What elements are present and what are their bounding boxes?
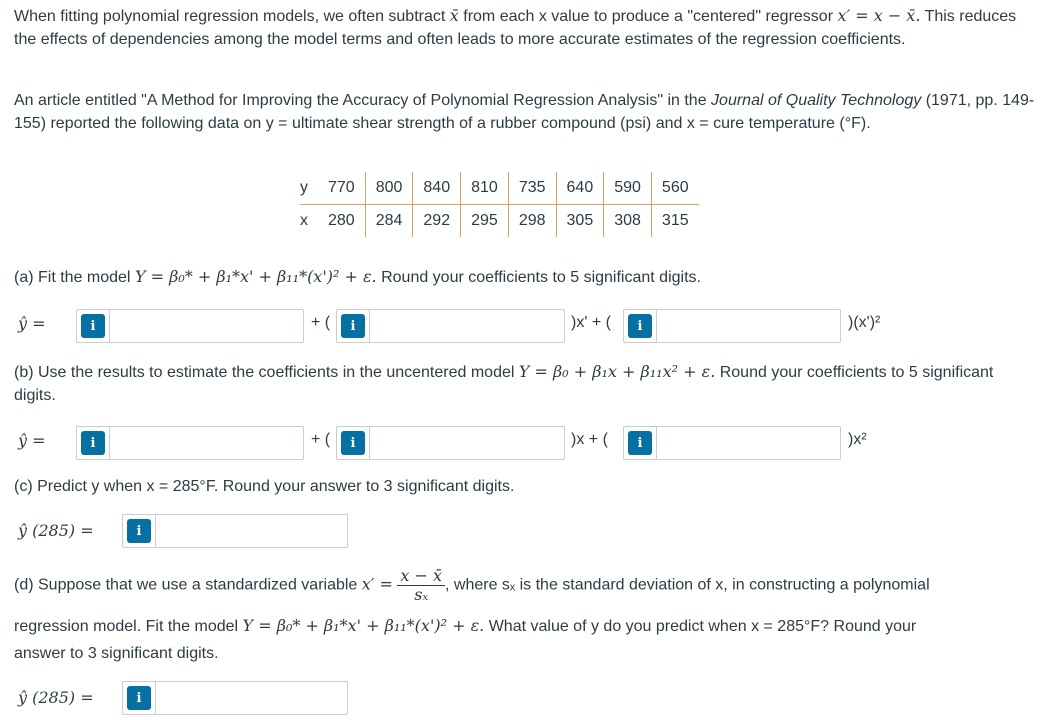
- table-cell: 298: [508, 205, 556, 238]
- fraction-numerator: x − x̄: [397, 567, 445, 586]
- answer-b-quadratic-field[interactable]: [623, 426, 841, 460]
- table-row-y: [300, 172, 699, 205]
- standardized-fraction: [397, 567, 445, 604]
- prompt-text: Round your coefficients to 5 significant digits.: [14, 364, 994, 404]
- answer-c-field[interactable]: [122, 514, 348, 548]
- operator-text: + (: [311, 314, 331, 331]
- intro-paragraph-1: [14, 4, 1038, 51]
- yhat-label-a: ŷ =: [18, 314, 46, 333]
- part-d-prompt-line1: [14, 567, 930, 604]
- yhat-label-b: ŷ =: [18, 431, 46, 450]
- centered-regressor-equation: x′ = x − x̄.: [837, 6, 921, 25]
- prompt-text: (d) Suppose that we use a standardized variable: [14, 576, 362, 594]
- centered-model-equation: Y = β₀* + β₁*x' + β₁₁*(x')² + ε.: [134, 267, 377, 286]
- prompt-text: , where sₓ is the standard deviation of x, in constructing a polynomial: [445, 576, 930, 594]
- answer-input[interactable]: [369, 427, 564, 459]
- table-cell: 800: [365, 172, 413, 205]
- table-cell: 308: [604, 205, 652, 238]
- info-icon[interactable]: i: [127, 519, 151, 543]
- yhat-label-c: ŷ (285) =: [18, 521, 94, 540]
- answer-b-linear-field[interactable]: [336, 426, 565, 460]
- table-cell: 735: [508, 172, 556, 205]
- answer-a-quadratic-field[interactable]: [623, 309, 841, 343]
- operator-text: )x' + (: [571, 314, 611, 331]
- journal-name: Journal of Quality Technology: [711, 92, 922, 109]
- table-row-x: [300, 205, 699, 238]
- part-d-prompt-line2: [14, 616, 916, 636]
- operator-text: )x + (: [571, 431, 608, 448]
- table-cell: 590: [604, 172, 652, 205]
- intro-text: An article entitled "A Method for Improving the Accuracy of Polynomial Regression Analysis" in the: [14, 92, 712, 109]
- intro-paragraph-2: [14, 89, 1038, 135]
- standardized-variable-lhs: x′ =: [361, 574, 393, 594]
- data-table: [300, 172, 699, 237]
- answer-d-field[interactable]: [122, 681, 348, 715]
- table-cell: 840: [413, 172, 461, 205]
- answer-a-linear-field[interactable]: [336, 309, 565, 343]
- uncentered-model-equation: Y = β₀ + β₁x + β₁₁x² + ε.: [518, 362, 716, 381]
- table-cell: 295: [461, 205, 509, 238]
- intro-text: from each x value to produce a "centered" regressor: [458, 8, 838, 25]
- table-cell: 315: [651, 205, 698, 238]
- answer-input[interactable]: [109, 427, 303, 459]
- prompt-text: What value of y do you predict when x = 285°F? Round your: [484, 618, 917, 635]
- info-icon[interactable]: i: [127, 686, 151, 710]
- prompt-text: (a) Fit the model: [14, 269, 135, 286]
- table-cell: 560: [651, 172, 698, 205]
- part-b-prompt: [14, 360, 1034, 407]
- standardized-model-equation: Y = β₀* + β₁*x' + β₁₁*(x')² + ε.: [242, 616, 485, 635]
- prompt-text: (b) Use the results to estimate the coefficients in the uncentered model: [14, 364, 519, 381]
- answer-input[interactable]: [155, 515, 347, 547]
- table-cell: 640: [556, 172, 604, 205]
- intro-text: This reduces the effects of dependencies among the model terms and often leads to more accurate estimates of the regression coefficients.: [14, 8, 1017, 48]
- row-label-y: y: [300, 172, 318, 205]
- answer-input[interactable]: [109, 310, 303, 342]
- table-cell: 305: [556, 205, 604, 238]
- info-icon[interactable]: i: [628, 431, 652, 455]
- table-cell: 770: [318, 172, 365, 205]
- info-icon[interactable]: i: [81, 314, 105, 338]
- table-cell: 810: [461, 172, 509, 205]
- operator-text: )(x')²: [848, 314, 881, 331]
- info-icon[interactable]: i: [341, 431, 365, 455]
- yhat-label-d: ŷ (285) =: [18, 688, 94, 707]
- answer-input[interactable]: [155, 682, 347, 714]
- answer-b-intercept-field[interactable]: [76, 426, 304, 460]
- info-icon[interactable]: i: [341, 314, 365, 338]
- info-icon[interactable]: i: [81, 431, 105, 455]
- x-bar-symbol: x̄: [449, 6, 459, 25]
- operator-text: )x²: [848, 431, 867, 448]
- intro-text: When fitting polynomial regression models, we often subtract: [14, 8, 450, 25]
- table-cell: 292: [413, 205, 461, 238]
- answer-a-intercept-field[interactable]: [76, 309, 304, 343]
- operator-text: + (: [311, 431, 331, 448]
- info-icon[interactable]: i: [628, 314, 652, 338]
- part-d-prompt-line3: answer to 3 significant digits.: [14, 645, 219, 662]
- answer-input[interactable]: [656, 310, 840, 342]
- row-label-x: x: [300, 212, 308, 229]
- part-c-prompt: (c) Predict y when x = 285°F. Round your answer to 3 significant digits.: [14, 478, 515, 495]
- answer-input[interactable]: [369, 310, 564, 342]
- intro-text: (1971, pp. 149-155) reported the following data on y = ultimate shear strength of a rubber compound (psi) and x = cure temperature (°F).: [14, 92, 1035, 132]
- prompt-text: regression model. Fit the model: [14, 618, 243, 635]
- table-cell: 284: [365, 205, 413, 238]
- table-cell: 280: [328, 212, 355, 229]
- fraction-denominator: sₓ: [414, 585, 429, 604]
- part-a-prompt: [14, 267, 701, 287]
- prompt-text: Round your coefficients to 5 significant digits.: [376, 269, 701, 286]
- answer-input[interactable]: [656, 427, 840, 459]
